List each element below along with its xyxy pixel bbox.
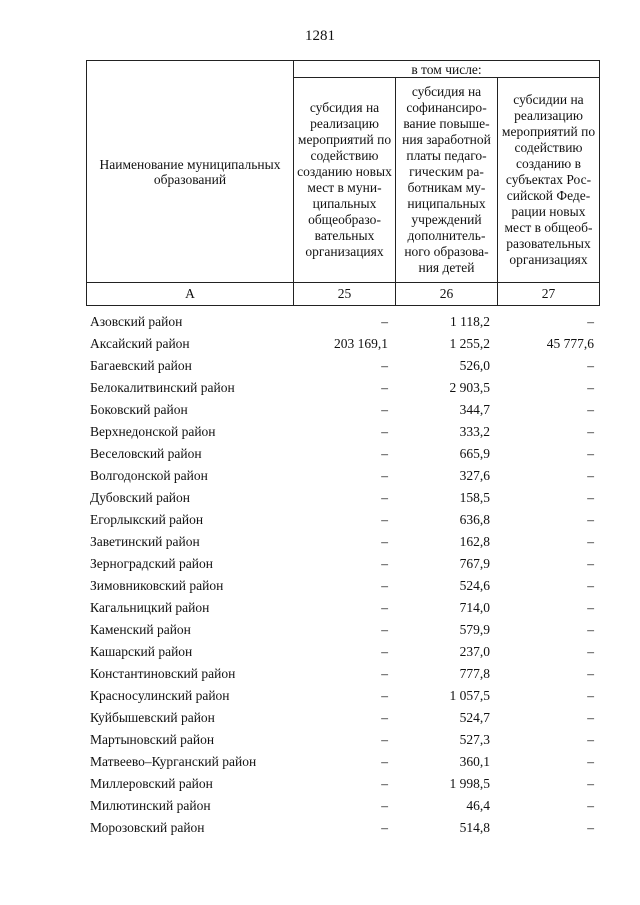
row-value-27: – [587,688,594,703]
row-name: Зимовниковский район [90,578,224,593]
row-value-27: – [587,380,594,395]
row-name: Зерноградский район [90,556,213,571]
row-name: Миллеровский район [90,776,213,791]
row-name: Милютинский район [90,798,211,813]
row-value-25: – [381,710,388,725]
row-value-25: – [381,776,388,791]
row-value-27: – [587,534,594,549]
row-name: Красносулинский район [90,688,230,703]
row-value-27: – [587,776,594,791]
row-value-25: – [381,600,388,615]
header-col-27: субсидии на реализацию мероприятий по содействию созданию в субъектах Российской Федерации новых мест в общеобразовательных организациях [498,78,600,283]
code-26: 26 [396,283,498,306]
table-row [86,355,600,377]
table-row [86,663,600,685]
table-row [86,685,600,707]
row-value-25: – [381,424,388,439]
row-name: Дубовский район [90,490,191,505]
row-value-25: – [381,820,388,835]
row-value-27: – [587,798,594,813]
table-row [86,773,600,795]
table-row [86,421,600,443]
table-row [86,333,600,355]
row-value-25: – [381,666,388,681]
row-value-26: 636,8 [459,512,490,527]
table-row [86,509,600,531]
row-name: Егорлыкский район [90,512,204,527]
table-row [86,729,600,751]
row-name: Волгодонской район [90,468,208,483]
row-name: Веселовский район [90,446,202,461]
row-value-25: – [381,754,388,769]
table-row [86,751,600,773]
code-27: 27 [498,283,600,306]
row-value-27: – [587,666,594,681]
row-name: Заветинский район [90,534,200,549]
row-value-26: 777,8 [459,666,490,681]
row-name: Аксайский район [90,336,190,351]
row-value-27: – [587,314,594,329]
row-value-27: – [587,402,594,417]
page-number: 1281 [305,28,335,44]
row-name: Кагальницкий район [90,600,210,615]
row-value-25: – [381,688,388,703]
header-col-26: субсидия на софинансирование повышения заработной платы педагогическим работникам муниципальных учреждений дополнительного образования детей [396,78,498,283]
row-value-25: 203 169,1 [334,336,388,351]
table-row [86,399,600,421]
row-name: Каменский район [90,622,191,637]
header-name-column: Наименование муниципальных образований [87,61,294,283]
row-value-25: – [381,380,388,395]
row-value-26: 158,5 [459,490,490,505]
table-row [86,531,600,553]
row-name: Константиновский район [90,666,236,681]
row-name: Кашарский район [90,644,193,659]
row-value-26: 333,2 [459,424,490,439]
table-row [86,619,600,641]
row-value-27: – [587,424,594,439]
row-value-27: – [587,512,594,527]
code-25: 25 [294,283,396,306]
table-row [86,575,600,597]
row-value-26: 1 998,5 [449,776,490,791]
row-value-27: – [587,710,594,725]
row-value-27: – [587,600,594,615]
row-value-26: 524,6 [459,578,490,593]
header-including: в том числе: [294,61,600,78]
header-row-including [87,61,600,78]
row-value-27: – [587,644,594,659]
table-row [86,795,600,817]
row-value-26: 2 903,5 [449,380,490,395]
table-row [86,311,600,333]
row-value-26: 1 057,5 [449,688,490,703]
table-header [86,60,600,306]
row-name: Азовский район [90,314,183,329]
row-value-27: – [587,468,594,483]
row-value-27: – [587,622,594,637]
row-value-27: – [587,732,594,747]
row-value-25: – [381,622,388,637]
row-value-25: – [381,314,388,329]
table-row [86,443,600,465]
row-name: Мартыновский район [90,732,215,747]
row-value-25: – [381,732,388,747]
row-value-26: 1 118,2 [450,314,490,329]
table-row [86,817,600,839]
row-name: Верхнедонской район [90,424,216,439]
table-row [86,377,600,399]
row-name: Матвеево–Курганский район [90,754,257,769]
row-value-25: – [381,556,388,571]
row-value-26: 526,0 [459,358,490,373]
table-row [86,553,600,575]
header-row-codes [87,283,600,306]
row-name: Багаевский район [90,358,192,373]
row-value-27: – [587,358,594,373]
row-value-26: 344,7 [459,402,490,417]
row-value-26: 579,9 [459,622,490,637]
row-value-27: – [587,820,594,835]
row-value-25: – [381,534,388,549]
row-value-25: – [381,512,388,527]
table-row [86,487,600,509]
row-value-25: – [381,798,388,813]
row-value-26: 665,9 [459,446,490,461]
row-value-26: 162,8 [459,534,490,549]
row-name: Морозовский район [90,820,205,835]
row-value-26: 527,3 [459,732,490,747]
table-row [86,465,600,487]
row-value-25: – [381,644,388,659]
table-row [86,641,600,663]
row-name: Куйбышевский район [90,710,215,725]
table-body [86,311,600,839]
row-value-25: – [381,358,388,373]
row-value-27: 45 777,6 [546,336,594,351]
row-value-26: 327,6 [459,468,490,483]
header-col-25: субсидия на реализацию мероприятий по содействию созданию новых мест в муниципальных общеобразовательных организациях [294,78,396,283]
row-value-26: 237,0 [459,644,490,659]
row-value-27: – [587,446,594,461]
row-value-26: 767,9 [459,556,490,571]
row-value-26: 714,0 [459,600,490,615]
row-value-26: 1 255,2 [449,336,490,351]
row-value-26: 360,1 [459,754,490,769]
row-value-27: – [587,578,594,593]
row-value-26: 46,4 [466,798,490,813]
table-row [86,707,600,729]
row-name: Боковский район [90,402,188,417]
row-value-25: – [381,446,388,461]
row-value-25: – [381,468,388,483]
row-value-27: – [587,556,594,571]
row-value-25: – [381,402,388,417]
row-name: Белокалитвинский район [90,380,235,395]
code-name: А [87,283,294,306]
table-row [86,597,600,619]
row-value-25: – [381,578,388,593]
row-value-25: – [381,490,388,505]
row-value-27: – [587,754,594,769]
row-value-26: 514,8 [459,820,490,835]
row-value-27: – [587,490,594,505]
row-value-26: 524,7 [459,710,490,725]
